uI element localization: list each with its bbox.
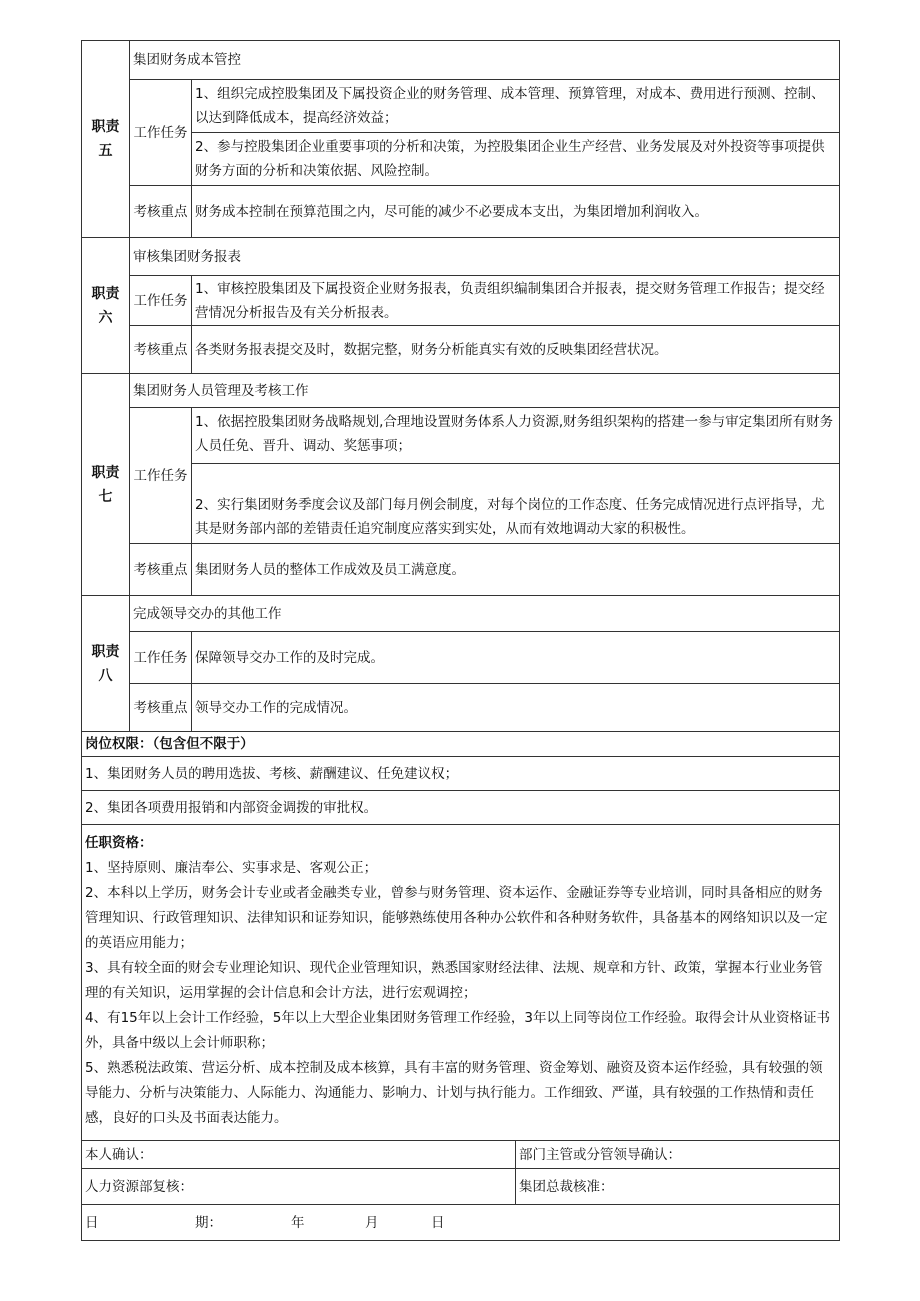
duty-7-focus: 集团财务人员的整体工作成效及员工满意度。: [192, 544, 840, 596]
qualification-item: 3、具有较全面的财会专业理论知识、现代企业管理知识，熟悉国家财经法律、法规、规章和方针、政策，掌握本行业业务管理的有关知识，运用掌握的会计信息和会计方法，进行宏观调控；: [85, 960, 823, 1001]
year-label: 年: [291, 1214, 305, 1231]
duty-7-label: 职责七: [82, 374, 130, 596]
qualification-item: 4、有15年以上会计工作经验，5年以上大型企业集团财务管理工作经验，3年以上同等岗位工作经验。取得会计从业资格证书外，具备中级以上会计师职称；: [85, 1010, 830, 1051]
hr-review-field[interactable]: 人力资源部复核：: [82, 1169, 516, 1205]
duty-6-task-1: 1、审核控股集团及下属投资企业财务报表，负责组织编制集团合并报表，提交财务管理工作报告；提交经营情况分析报告及有关分析报表。: [192, 276, 840, 326]
day-label: 日: [431, 1214, 445, 1231]
duty-5-task-1: 1、组织完成控股集团及下属投资企业的财务管理、成本管理、预算管理，对成本、费用进行预测、控制、以达到降低成本，提高经济效益；: [192, 80, 840, 133]
authority-heading: 岗位权限：（包含但不限于）: [82, 732, 840, 757]
authority-item: 2、集团各项费用报销和内部资金调拨的审批权。: [82, 791, 840, 825]
job-description-table: [81, 40, 840, 1241]
duty-7-task-2: 2、实行集团财务季度会议及部门每月例会制度，对每个岗位的工作态度、任务完成情况进行点评指导，尤其是财务部内部的差错责任追究制度应落实到实处，从而有效地调动大家的积极性。: [192, 464, 840, 544]
duty-6-focus: 各类财务报表提交及时，数据完整，财务分析能真实有效的反映集团经营状况。: [192, 326, 840, 374]
qualifications-block: [82, 825, 840, 1141]
duty-8-title: 完成领导交办的其他工作: [130, 596, 840, 632]
duty-8-label: 职责八: [82, 596, 130, 732]
duty-5-label: 职责五: [82, 41, 130, 238]
qualifications-heading: 任职资格：: [85, 835, 153, 851]
ceo-approve-field[interactable]: 集团总裁核准：: [516, 1169, 840, 1205]
duty-7-task-label: 工作任务: [130, 408, 192, 544]
date-field[interactable]: [82, 1205, 840, 1241]
duty-8-focus: 领导交办工作的完成情况。: [192, 684, 840, 732]
duty-6-task-label: 工作任务: [130, 276, 192, 326]
duty-6-focus-label: 考核重点: [130, 326, 192, 374]
duty-8-task-label: 工作任务: [130, 632, 192, 684]
duty-5-focus-label: 考核重点: [130, 186, 192, 238]
duty-7-task-1: 1、依据控股集团财务战略规划,合理地设置财务体系人力资源,财务组织架构的搭建一参与审定集团所有财务人员任免、晋升、调动、奖惩事项；: [192, 408, 840, 464]
month-label: 月: [365, 1214, 379, 1231]
duty-5-focus: 财务成本控制在预算范围之内，尽可能的减少不必要成本支出，为集团增加利润收入。: [192, 186, 840, 238]
duty-5-title: 集团财务成本管控: [130, 41, 840, 80]
duty-6-label: 职责六: [82, 238, 130, 374]
duty-7-focus-label: 考核重点: [130, 544, 192, 596]
self-confirm-field[interactable]: 本人确认：: [82, 1141, 516, 1169]
authority-item: 1、集团财务人员的聘用选拔、考核、薪酬建议、任免建议权；: [82, 757, 840, 791]
duty-5-task-2: 2、参与控股集团企业重要事项的分析和决策，为控股集团企业生产经营、业务发展及对外投资等事项提供财务方面的分析和决策依据、风险控制。: [192, 133, 840, 186]
dept-confirm-field[interactable]: 部门主管或分管领导确认：: [516, 1141, 840, 1169]
qualification-item: 5、熟悉税法政策、营运分析、成本控制及成本核算，具有丰富的财务管理、资金筹划、融资及资本运作经验，具有较强的领导能力、分析与决策能力、人际能力、沟通能力、影响力、计划与执行能力。工作细致、严谨，具有较强的工作热情和责任感，良好的口头及书面表达能力。: [85, 1060, 823, 1126]
duty-8-focus-label: 考核重点: [130, 684, 192, 732]
duty-6-title: 审核集团财务报表: [130, 238, 840, 276]
date-label-1: 日: [85, 1214, 99, 1231]
duty-7-title: 集团财务人员管理及考核工作: [130, 374, 840, 408]
qualification-item: 1、坚持原则、廉洁奉公、实事求是、客观公正；: [85, 860, 378, 876]
duty-5-task-label: 工作任务: [130, 80, 192, 186]
duty-8-task-1: 保障领导交办工作的及时完成。: [192, 632, 840, 684]
date-label-2: 期：: [195, 1214, 222, 1231]
qualification-item: 2、本科以上学历，财务会计专业或者金融类专业，曾参与财务管理、资本运作、金融证券等专业培训，同时具备相应的财务管理知识、行政管理知识、法律知识和证券知识，能够熟练使用各种办公软件和各种财务软件，具备基本的网络知识以及一定的英语应用能力；: [85, 885, 828, 951]
